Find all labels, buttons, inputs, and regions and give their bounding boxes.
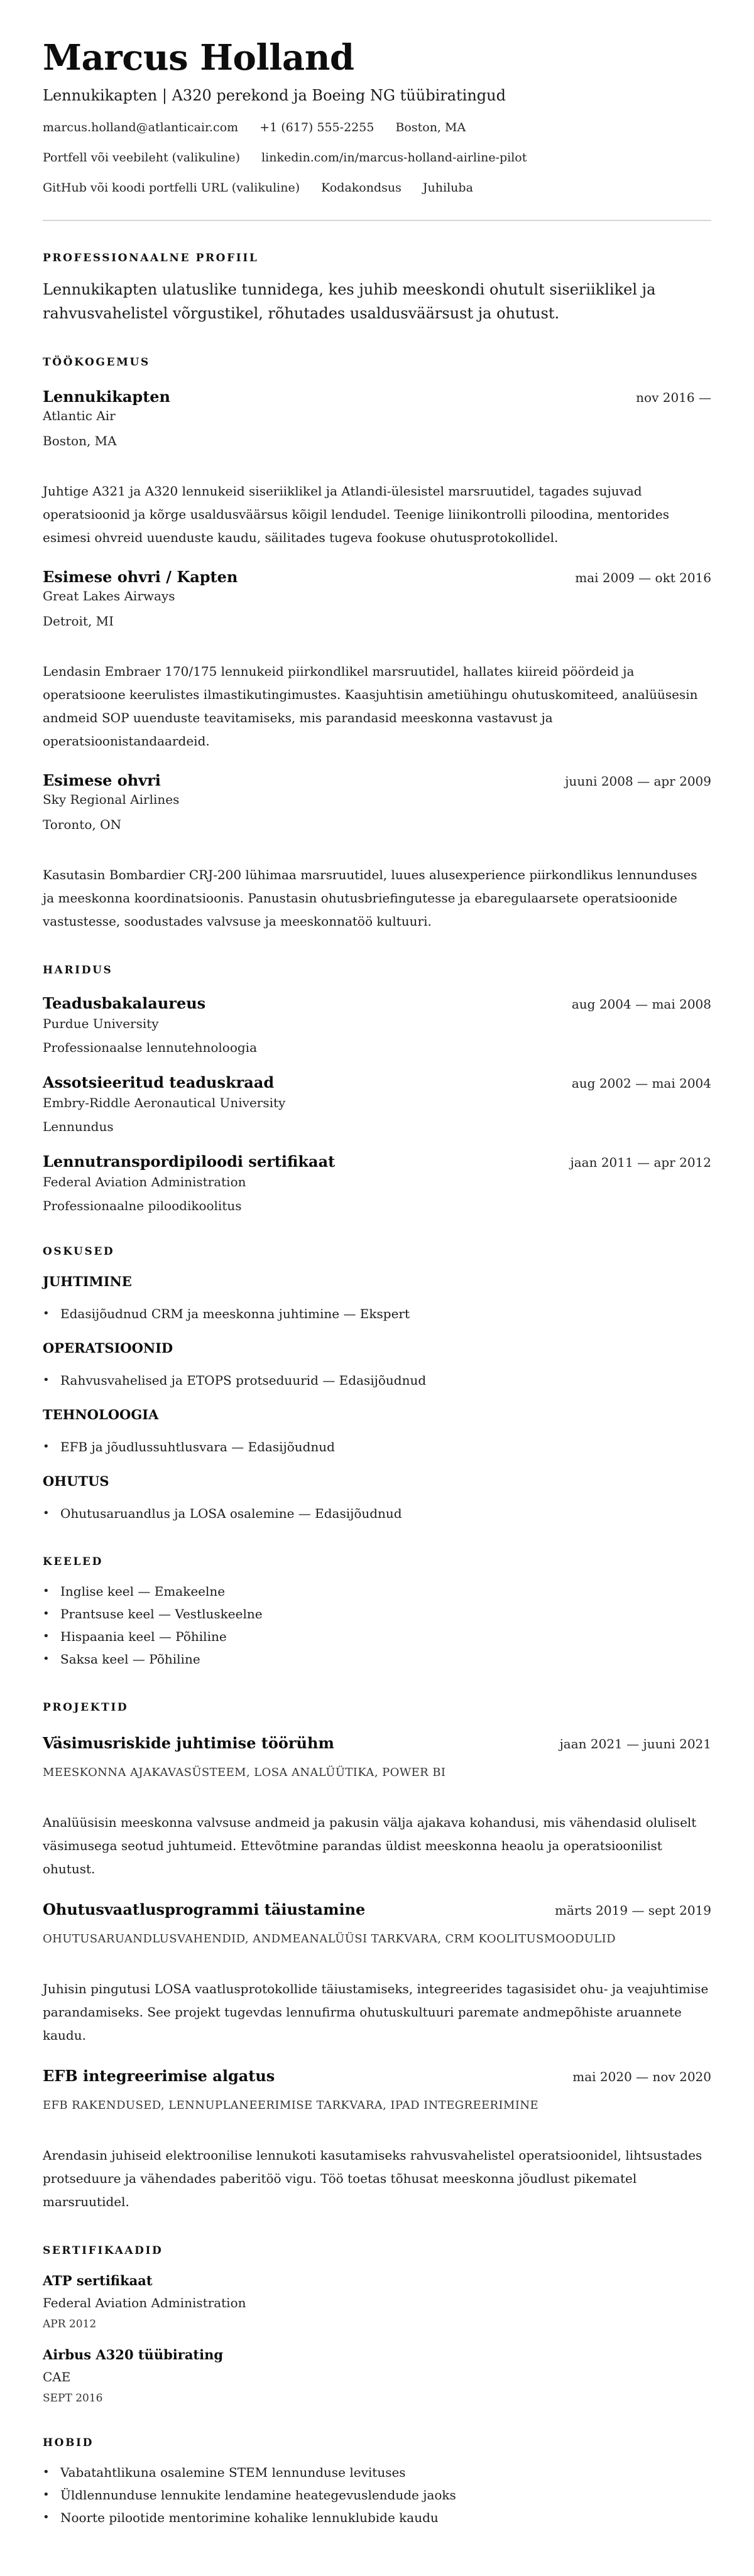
skill-category (43, 1339, 711, 1392)
hobby-item: • Vabatahtlikuna osalemine STEM lennunduse levituses (43, 2461, 711, 2484)
project-entry (43, 1900, 711, 2047)
job-title: Lennukikapten (43, 387, 171, 406)
education-section (43, 963, 711, 1215)
phone-number[interactable]: +1 (617) 555-2255 (260, 121, 374, 134)
project-description: Juhisin pingutusi LOSA vaatlusprotokollide täiustamiseks, integreerides tagasisidet ohu- ja veajuhtimise parandamiseks. See projekt tugevdas lennufirma ohutuskultuuri paremate andmepõhiste aruannete kaudu. (43, 1981, 709, 2043)
skill-category-name: OPERATSIOONID (43, 1340, 173, 1356)
project-description: Analüüsisin meeskonna valvsuse andmeid ja pakusin välja ajakava kohandusi, mis vähendasid oluliselt väsimusega seotud juhtumeid. Ettevõtmine parandas üldist meeskonna heaolu ja operatsioonilist ohutust. (43, 1815, 697, 1876)
skill-category-name: JUHTIMINE (43, 1274, 132, 1289)
project-tech: OHUTUSARUANDLUSVAHENDID, ANDMEANALÜÜSI TARKVARA, CRM KOOLITUSMOODULID (43, 1932, 616, 1946)
job-dates: nov 2016 — (636, 390, 711, 405)
contact-row (43, 180, 711, 196)
candidate-name: Marcus Holland (43, 37, 354, 78)
section-title: PROJEKTID (43, 1701, 129, 1714)
job-location: Toronto, ON (43, 817, 121, 832)
school-name: Embry-Riddle Aeronautical University (43, 1095, 286, 1110)
header-divider (43, 220, 711, 221)
project-name: Väsimusriskide juhtimise töörühm (43, 1734, 334, 1752)
skill-item: • Ohutusaruandlus ja LOSA osalemine — Edasijõudnud (43, 1502, 711, 1525)
experience-entry (43, 567, 711, 753)
hobby-item: • Üldlennunduse lennukite lendamine heategevuslendude jaoks (43, 2484, 711, 2506)
hobby-item: • Noorte pilootide mentorimine kohalike lennuklubide kaudu (43, 2506, 711, 2529)
experience-entry (43, 771, 711, 933)
skill-item: • EFB ja jõudlussuhtlusvara — Edasijõudnud (43, 1436, 711, 1458)
github-placeholder: GitHub või koodi portfelli URL (valikuline) (43, 181, 300, 195)
degree-title: Teadusbakalaureus (43, 994, 206, 1012)
skill-item: • Edasijõudnud CRM ja meeskonna juhtimine — Ekspert (43, 1302, 711, 1325)
education-dates: aug 2002 — mai 2004 (571, 1076, 711, 1091)
section-title: HARIDUS (43, 964, 113, 977)
project-entry (43, 2066, 711, 2214)
project-dates: märts 2019 — sept 2019 (555, 1903, 711, 1918)
project-entry (43, 1733, 711, 1881)
education-entry (43, 1073, 711, 1135)
profile-summary: Lennukikapten ulatuslike tunnidega, kes juhib meeskondi ohutult siseriiklikel ja rahvusvahelistel võrgustikel, rõhutades usaldusväärsust ja ohutust. (43, 281, 656, 322)
portfolio-placeholder: Portfell või veebileht (valikuline) (43, 151, 241, 165)
project-tech: EFB RAKENDUSED, LENNUPLANEERIMISE TARKVARA, IPAD INTEGREERIMINE (43, 2099, 539, 2112)
candidate-headline: Lennukikapten | A320 perekond ja Boeing NG tüübiratingud (43, 87, 506, 104)
skill-category (43, 1472, 711, 1525)
project-name: EFB integreerimise algatus (43, 2067, 275, 2085)
skills-section (43, 1245, 711, 1525)
education-entry (43, 993, 711, 1056)
location: Boston, MA (395, 121, 466, 134)
job-description: Kasutasin Bombardier CRJ-200 lühimaa marsruutidel, luues alusexperience piirkondlikus lennunduses ja meeskonna koordinatsioonis. Panustasin ohutusbriefingutesse ja ebaregulaarsete operatsioonide vastustesse, soodustades valvsuse ja meeskonnatöö kultuuri. (43, 867, 697, 929)
skill-category-name: TEHNOLOOGIA (43, 1407, 159, 1422)
company-name: Great Lakes Airways (43, 588, 175, 603)
section-title: PROFESSIONAALNE PROFIIL (43, 252, 259, 264)
project-dates: jaan 2021 — juuni 2021 (559, 1736, 711, 1751)
certification-entry (43, 2346, 711, 2406)
job-title: Esimese ohvri (43, 771, 161, 789)
certification-entry (43, 2271, 711, 2332)
language-item: • Saksa keel — Põhiline (43, 1648, 711, 1670)
contact-row (43, 119, 711, 136)
project-dates: mai 2020 — nov 2020 (572, 2069, 711, 2084)
skill-category (43, 1405, 711, 1458)
job-description: Juhtige A321 ja A320 lennukeid siseriiklikel ja Atlandi-ülesistel marsruutidel, tagades sujuvad operatsioonid ja kõrge usaldusväärsus kõigil lendudel. Teenige liinikontrolli piloodina, mentorides esimesi ohvreid uuenduste kaudu, säilitades tugeva fookuse ohutusprotokollidel. (43, 484, 669, 545)
projects-section (43, 1701, 711, 2214)
skill-item: • Rahvusvahelised ja ETOPS protseduurid — Edasijõudnud (43, 1369, 711, 1392)
certification-date: APR 2012 (43, 2318, 97, 2330)
job-description: Lendasin Embraer 170/175 lennukeid piirkondlikel marsruutidel, hallates kiireid pöördeid ja operatsioone keerulistes ilmastikutingimustes. Kaasjuhtisin ametiühingu ohutuskomiteed, analüüsesin andmeid SOP uuenduste teavitamiseks, mis parandasid meeskonna vastavust ja operatsioonistandaardeid. (43, 664, 698, 749)
skill-category-name: OHUTUS (43, 1473, 109, 1489)
degree-title: Assotsieeritud teaduskraad (43, 1073, 275, 1091)
job-dates: juuni 2008 — apr 2009 (565, 774, 711, 789)
school-name: Purdue University (43, 1016, 159, 1031)
company-name: Atlantic Air (43, 408, 116, 423)
drivers-license: Juhiluba (422, 181, 473, 195)
field-of-study: Lennundus (43, 1119, 114, 1134)
project-name: Ohutusvaatlusprogrammi täiustamine (43, 1900, 366, 1918)
project-tech: MEESKONNA AJAKAVASÜSTEEM, LOSA ANALÜÜTIKA, POWER BI (43, 1766, 446, 1779)
school-name: Federal Aviation Administration (43, 1174, 246, 1189)
hobbies-list (43, 2461, 711, 2529)
linkedin-link[interactable]: linkedin.com/in/marcus-holland-airline-pilot (261, 151, 527, 165)
education-dates: jaan 2011 — apr 2012 (570, 1155, 711, 1170)
skill-category (43, 1272, 711, 1325)
hobbies-section (43, 2436, 711, 2529)
section-title: OSKUSED (43, 1245, 115, 1258)
job-title: Esimese ohvri / Kapten (43, 568, 238, 586)
company-name: Sky Regional Airlines (43, 792, 180, 807)
certification-issuer: Federal Aviation Administration (43, 2295, 246, 2310)
section-title: HOBID (43, 2437, 94, 2449)
resume-header (43, 36, 711, 221)
field-of-study: Professionaalse lennutehnoloogia (43, 1040, 257, 1055)
field-of-study: Professionaalne piloodikoolitus (43, 1198, 242, 1213)
section-title: KEELED (43, 1556, 103, 1568)
section-title: TÖÖKOGEMUS (43, 356, 150, 369)
certification-name: Airbus A320 tüübirating (43, 2347, 224, 2362)
education-dates: aug 2004 — mai 2008 (571, 997, 711, 1012)
experience-section (43, 355, 711, 933)
degree-title: Lennutranspordipiloodi sertifikaat (43, 1152, 336, 1171)
languages-list (43, 1580, 711, 1670)
certifications-section (43, 2244, 711, 2406)
contact-row (43, 149, 711, 166)
experience-entry (43, 387, 711, 549)
citizenship: Kodakondsus (321, 181, 402, 195)
section-title: SERTIFIKAADID (43, 2244, 163, 2257)
profile-section (43, 251, 711, 325)
language-item: • Prantsuse keel — Vestluskeelne (43, 1603, 711, 1625)
certification-date: SEPT 2016 (43, 2392, 103, 2405)
language-item: • Inglise keel — Emakeelne (43, 1580, 711, 1603)
job-location: Boston, MA (43, 433, 117, 448)
language-item: • Hispaania keel — Põhiline (43, 1625, 711, 1648)
certification-issuer: CAE (43, 2369, 71, 2384)
job-location: Detroit, MI (43, 614, 114, 629)
email-link[interactable]: marcus.holland@atlanticair.com (43, 121, 239, 134)
job-dates: mai 2009 — okt 2016 (575, 570, 711, 585)
languages-section (43, 1555, 711, 1670)
certification-name: ATP sertifikaat (43, 2273, 153, 2288)
project-description: Arendasin juhiseid elektroonilise lennukoti kasutamiseks rahvusvahelistel operatsioonidel, lihtsustades protseduure ja vähendades paberitöö vigu. Töö toetas tõhusat meeskonna jõudlust pikematel marsruutidel. (43, 2148, 702, 2209)
education-entry (43, 1152, 711, 1215)
